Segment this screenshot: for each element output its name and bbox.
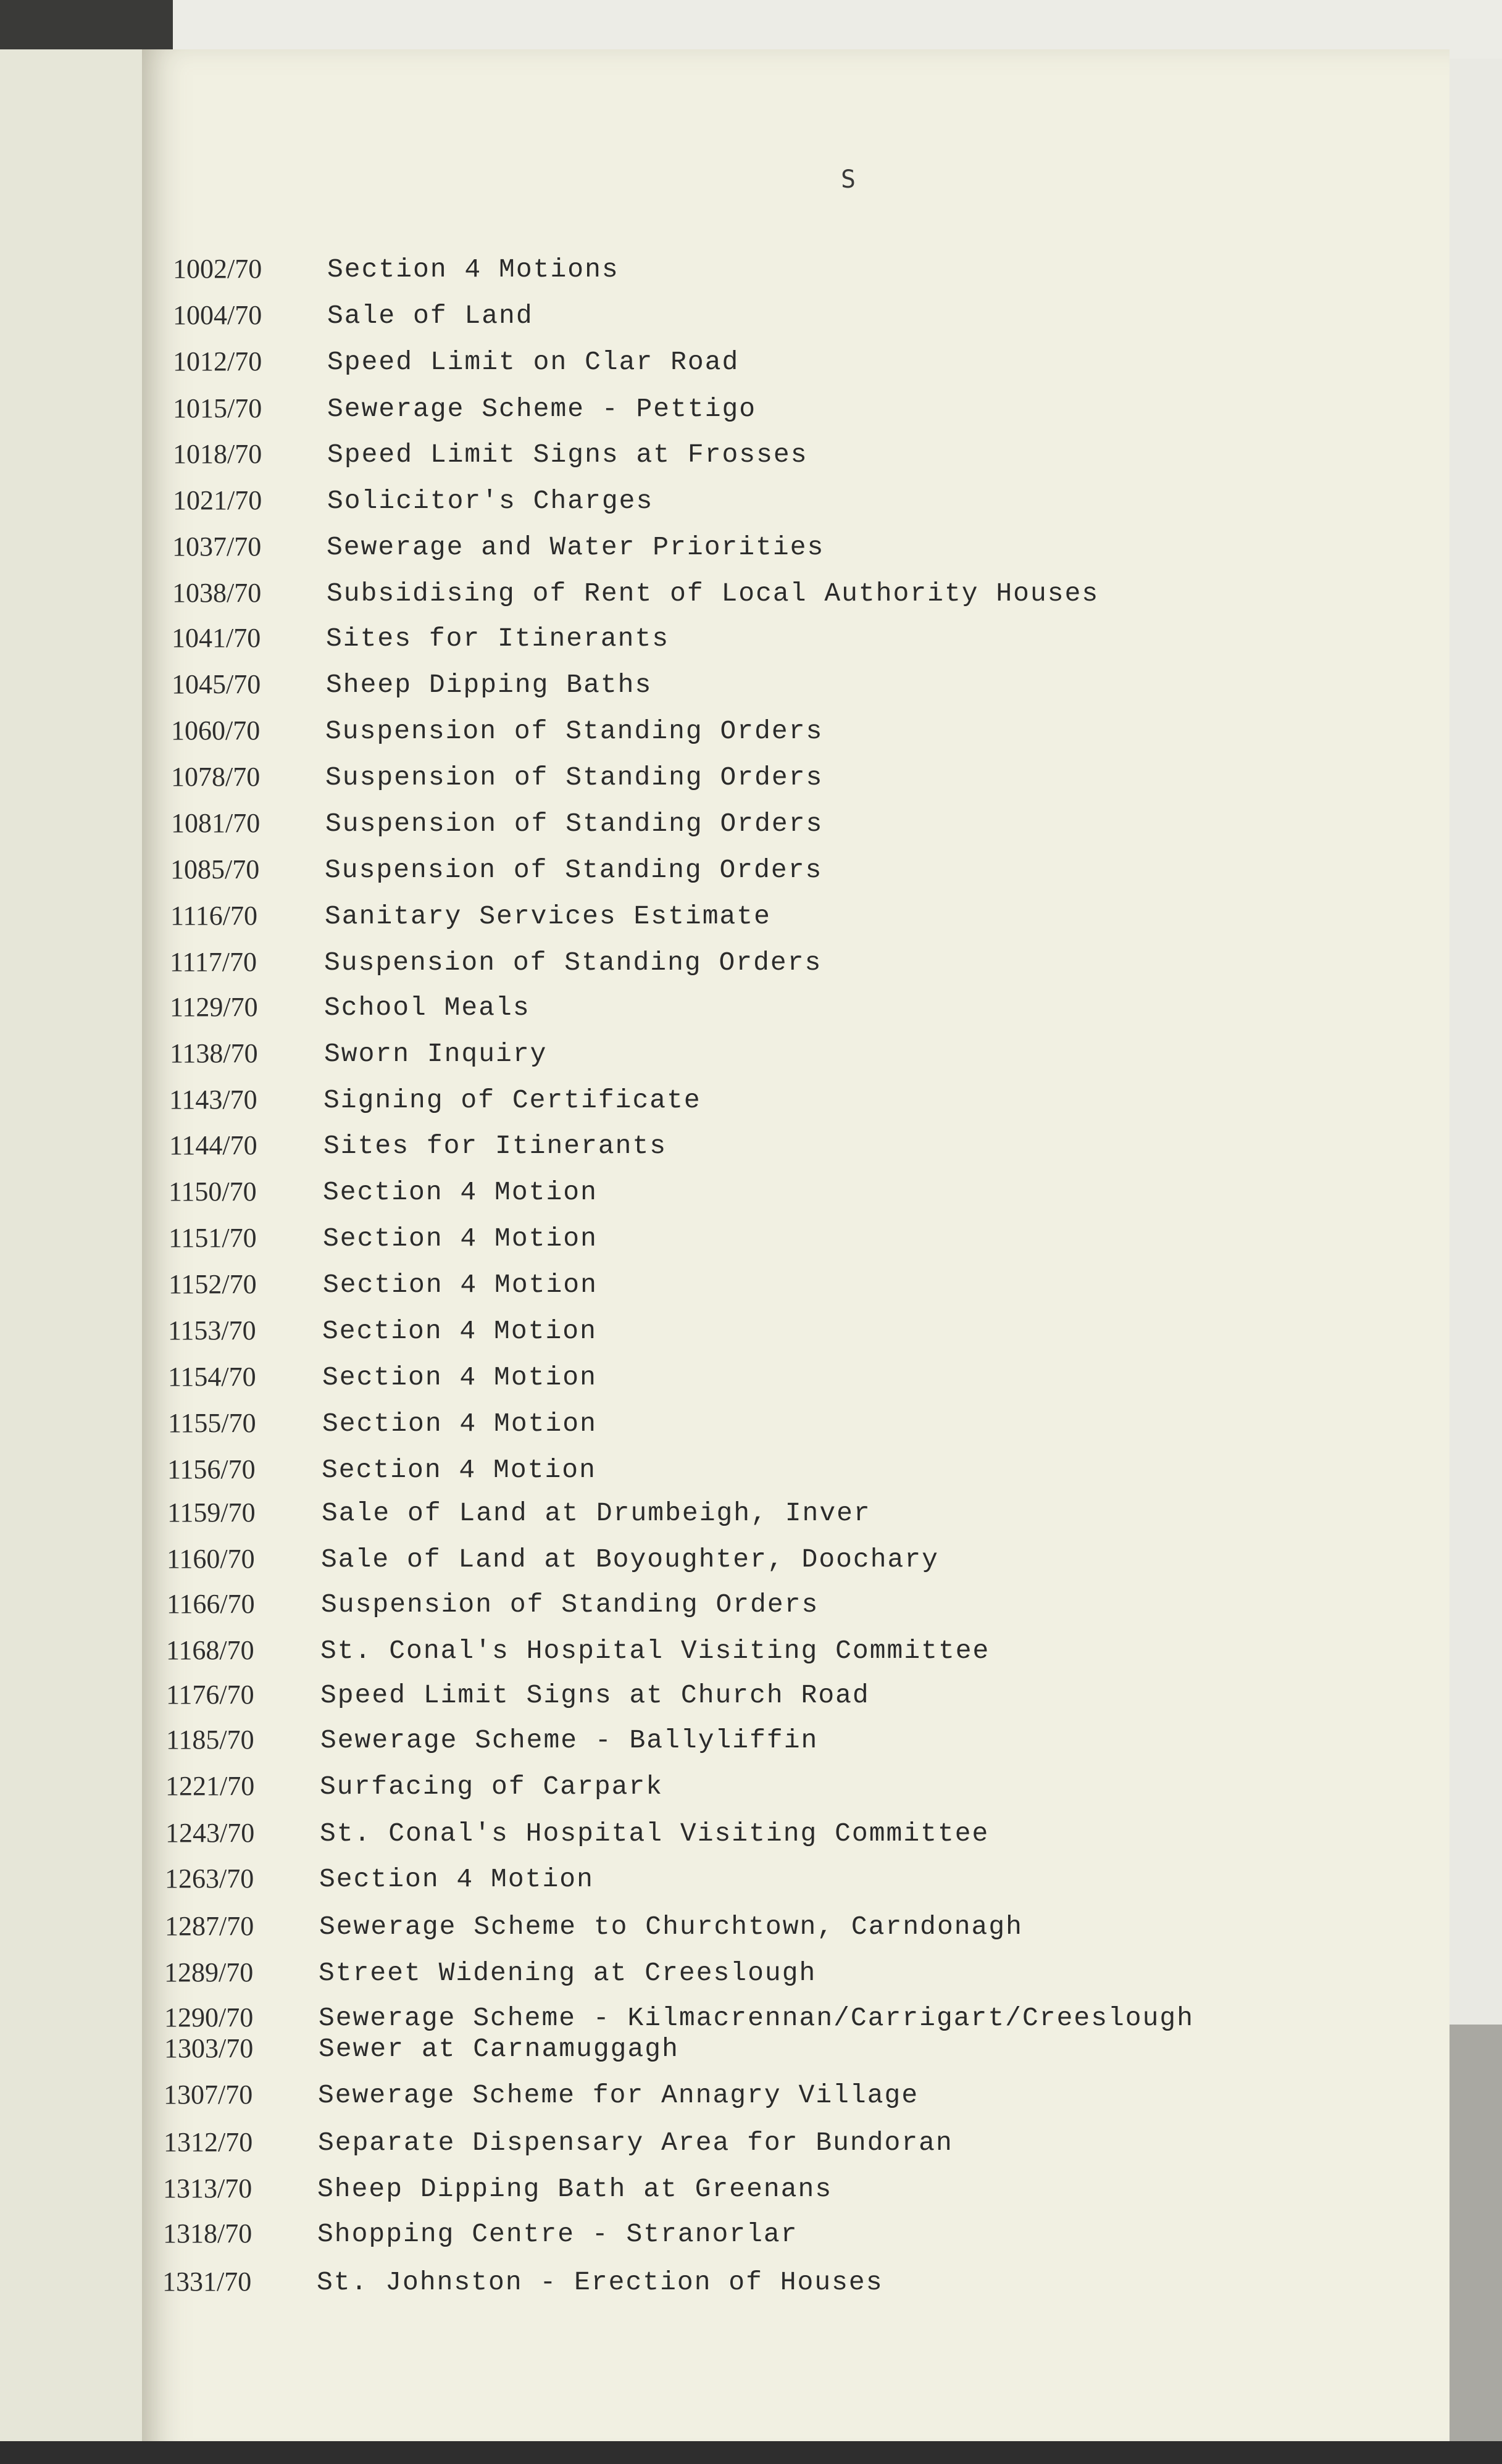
index-entry [170,946,1343,983]
entry-title: Sewerage Scheme - Ballyliffin [320,1725,819,1755]
entry-title: Section 4 Motion [322,1362,597,1392]
entry-reference-number: 1155/70 [168,1408,256,1438]
entry-title: Suspension of Standing Orders [321,1589,819,1620]
entry-reference-number: 1313/70 [163,2173,252,2204]
entry-title: Sale of Land [327,301,533,331]
index-entry [173,393,1346,430]
entry-title: St. Conal's Hospital Visiting Committee [320,1818,990,1849]
entry-title: Sites for Itinerants [323,1131,667,1161]
entry-title: Sanitary Services Estimate [325,901,771,931]
index-entry [164,2033,1337,2070]
entry-reference-number: 1015/70 [173,393,262,423]
entry-title: Suspension of Standing Orders [325,809,824,839]
entry-title: St. Johnston - Erection of Houses [317,2267,883,2297]
entry-reference-number: 1129/70 [170,992,258,1022]
entry-title: Sale of Land at Drumbeigh, Inver [322,1498,871,1528]
entry-title: Sewer at Carnamuggagh [319,2034,679,2064]
entry-reference-number: 1263/70 [165,1863,254,1894]
index-entry [168,1361,1341,1398]
entry-reference-number: 1150/70 [169,1176,257,1207]
entry-reference-number: 1307/70 [164,2079,253,2110]
index-entry [168,1407,1341,1444]
scanner-right-margin-lower [1448,2025,1502,2464]
entry-reference-number: 1143/70 [169,1084,257,1115]
entry-reference-number: 1037/70 [172,531,262,562]
document-page [142,49,1450,2464]
entry-reference-number: 1116/70 [170,901,257,931]
entry-reference-number: 1138/70 [170,1038,258,1068]
facing-page-edge [0,49,148,2464]
index-entry [166,1679,1339,1716]
index-entry [165,1817,1338,1854]
entry-reference-number: 1318/70 [163,2218,252,2249]
entry-title: Suspension of Standing Orders [325,762,824,793]
index-entry [172,531,1345,568]
index-entry [166,1724,1339,1761]
entry-title: Sheep Dipping Baths [326,670,653,700]
index-entry [164,1957,1337,1994]
entry-title: Sewerage Scheme - Kilmacrennan/Carrigart/Creeslough [319,2003,1195,2033]
index-entry [170,854,1343,891]
entry-title: Suspension of Standing Orders [325,716,824,746]
index-entry [167,1497,1340,1534]
index-entry [167,1588,1340,1625]
section-letter: S [841,165,856,194]
entry-reference-number: 1290/70 [164,2002,254,2033]
entry-reference-number: 1312/70 [164,2127,253,2157]
entry-reference-number: 1045/70 [172,669,261,699]
entry-title: Section 4 Motion [322,1316,597,1346]
entry-title: Section 4 Motion [322,1409,597,1439]
entry-reference-number: 1166/70 [167,1589,255,1619]
index-entry [167,1454,1340,1491]
entry-title: Section 4 Motion [323,1177,598,1207]
index-entry [173,299,1346,336]
entry-reference-number: 1153/70 [168,1315,256,1346]
entry-reference-number: 1060/70 [171,715,261,746]
entry-reference-number: 1081/70 [171,808,261,838]
entry-reference-number: 1185/70 [166,1725,254,1755]
entry-reference-number: 1018/70 [173,439,262,469]
entry-reference-number: 1156/70 [167,1454,256,1484]
entry-reference-number: 1243/70 [165,1818,255,1848]
entry-reference-number: 1012/70 [173,346,262,377]
index-entry [169,1268,1341,1305]
entry-reference-number: 1085/70 [170,854,260,884]
entry-reference-number: 1078/70 [171,762,261,792]
index-entry [173,253,1346,290]
entry-reference-number: 1117/70 [170,947,257,977]
index-entry [169,1130,1342,1167]
entry-reference-number: 1002/70 [173,254,262,284]
entry-title: Sewerage Scheme to Churchtown, Carndonagh [319,1912,1023,1942]
index-entry [167,1543,1340,1580]
entry-reference-number: 1152/70 [169,1269,257,1299]
entry-reference-number: 1021/70 [173,485,262,515]
index-entry [168,1315,1341,1352]
index-entry [165,1770,1338,1807]
entry-title: Sewerage and Water Priorities [327,532,825,562]
index-entry [163,2173,1336,2210]
index-entry [172,577,1345,614]
entry-title: Speed Limit Signs at Church Road [320,1680,870,1710]
entry-reference-number: 1221/70 [165,1771,255,1801]
entry-title: Subsidising of Rent of Local Authority Houses [327,578,1099,609]
entry-reference-number: 1176/70 [166,1679,254,1710]
entry-title: Sites for Itinerants [326,623,670,654]
entry-reference-number: 1038/70 [172,578,262,608]
entry-title: Sewerage Scheme for Annagry Village [318,2080,919,2110]
index-entry [163,2218,1336,2255]
index-entry [171,761,1344,798]
entry-title: Sewerage Scheme - Pettigo [327,394,757,424]
entry-reference-number: 1004/70 [173,300,262,330]
index-entry [173,485,1346,522]
entry-title: Section 4 Motion [323,1223,598,1254]
entry-reference-number: 1303/70 [164,2033,254,2063]
entry-reference-number: 1154/70 [168,1362,256,1392]
entry-title: Speed Limit Signs at Frosses [327,439,808,470]
index-entry [164,2126,1337,2163]
entry-reference-number: 1331/70 [162,2266,252,2297]
entry-reference-number: 1168/70 [166,1635,254,1665]
entry-title: Street Widening at Creeslough [319,1958,817,1988]
index-entry [165,1910,1338,1947]
entry-title: Solicitor's Charges [327,486,654,516]
entry-title: Suspension of Standing Orders [325,855,823,885]
entry-title: Shopping Centre - Stranorlar [317,2219,798,2249]
entry-title: Sale of Land at Boyoughter, Doochary [321,1544,939,1575]
entry-title: School Meals [324,993,530,1023]
index-entry [170,1038,1343,1075]
entry-reference-number: 1041/70 [172,623,261,653]
index-entry [164,2079,1337,2116]
index-entry [173,346,1346,383]
entry-title: Section 4 Motion [323,1270,598,1300]
index-entry [172,668,1345,705]
entry-title: Section 4 Motions [327,254,619,285]
entry-reference-number: 1159/70 [167,1497,256,1528]
entry-title: Speed Limit on Clar Road [327,347,740,377]
index-entry [169,1222,1341,1259]
entry-reference-number: 1289/70 [164,1957,254,1987]
index-entry [173,438,1346,475]
scanner-bottom-edge [0,2441,1502,2464]
index-entry [170,991,1343,1028]
index-entry [170,900,1343,937]
entry-title: Section 4 Motion [322,1455,596,1485]
index-entry [162,2266,1335,2303]
index-entry [166,1634,1339,1671]
entry-reference-number: 1151/70 [169,1223,257,1253]
entry-reference-number: 1160/70 [167,1544,255,1574]
entry-title: Surfacing of Carpark [320,1771,664,1802]
entry-title: Sheep Dipping Bath at Greenans [317,2174,833,2204]
entry-title: Sworn Inquiry [324,1039,548,1069]
entry-reference-number: 1144/70 [169,1130,257,1160]
entry-title: Separate Dispensary Area for Bundoran [318,2128,953,2158]
index-entry [169,1084,1342,1121]
entry-title: Section 4 Motion [319,1864,594,1894]
index-entry [165,1863,1338,1900]
entry-reference-number: 1287/70 [165,1911,254,1941]
index-entry [171,715,1344,752]
entry-title: Signing of Certificate [323,1085,701,1115]
entry-title: St. Conal's Hospital Visiting Committee [320,1636,990,1666]
index-entry [169,1176,1341,1213]
index-entry [172,622,1345,659]
index-entry [171,807,1344,844]
entry-title: Suspension of Standing Orders [324,947,822,978]
